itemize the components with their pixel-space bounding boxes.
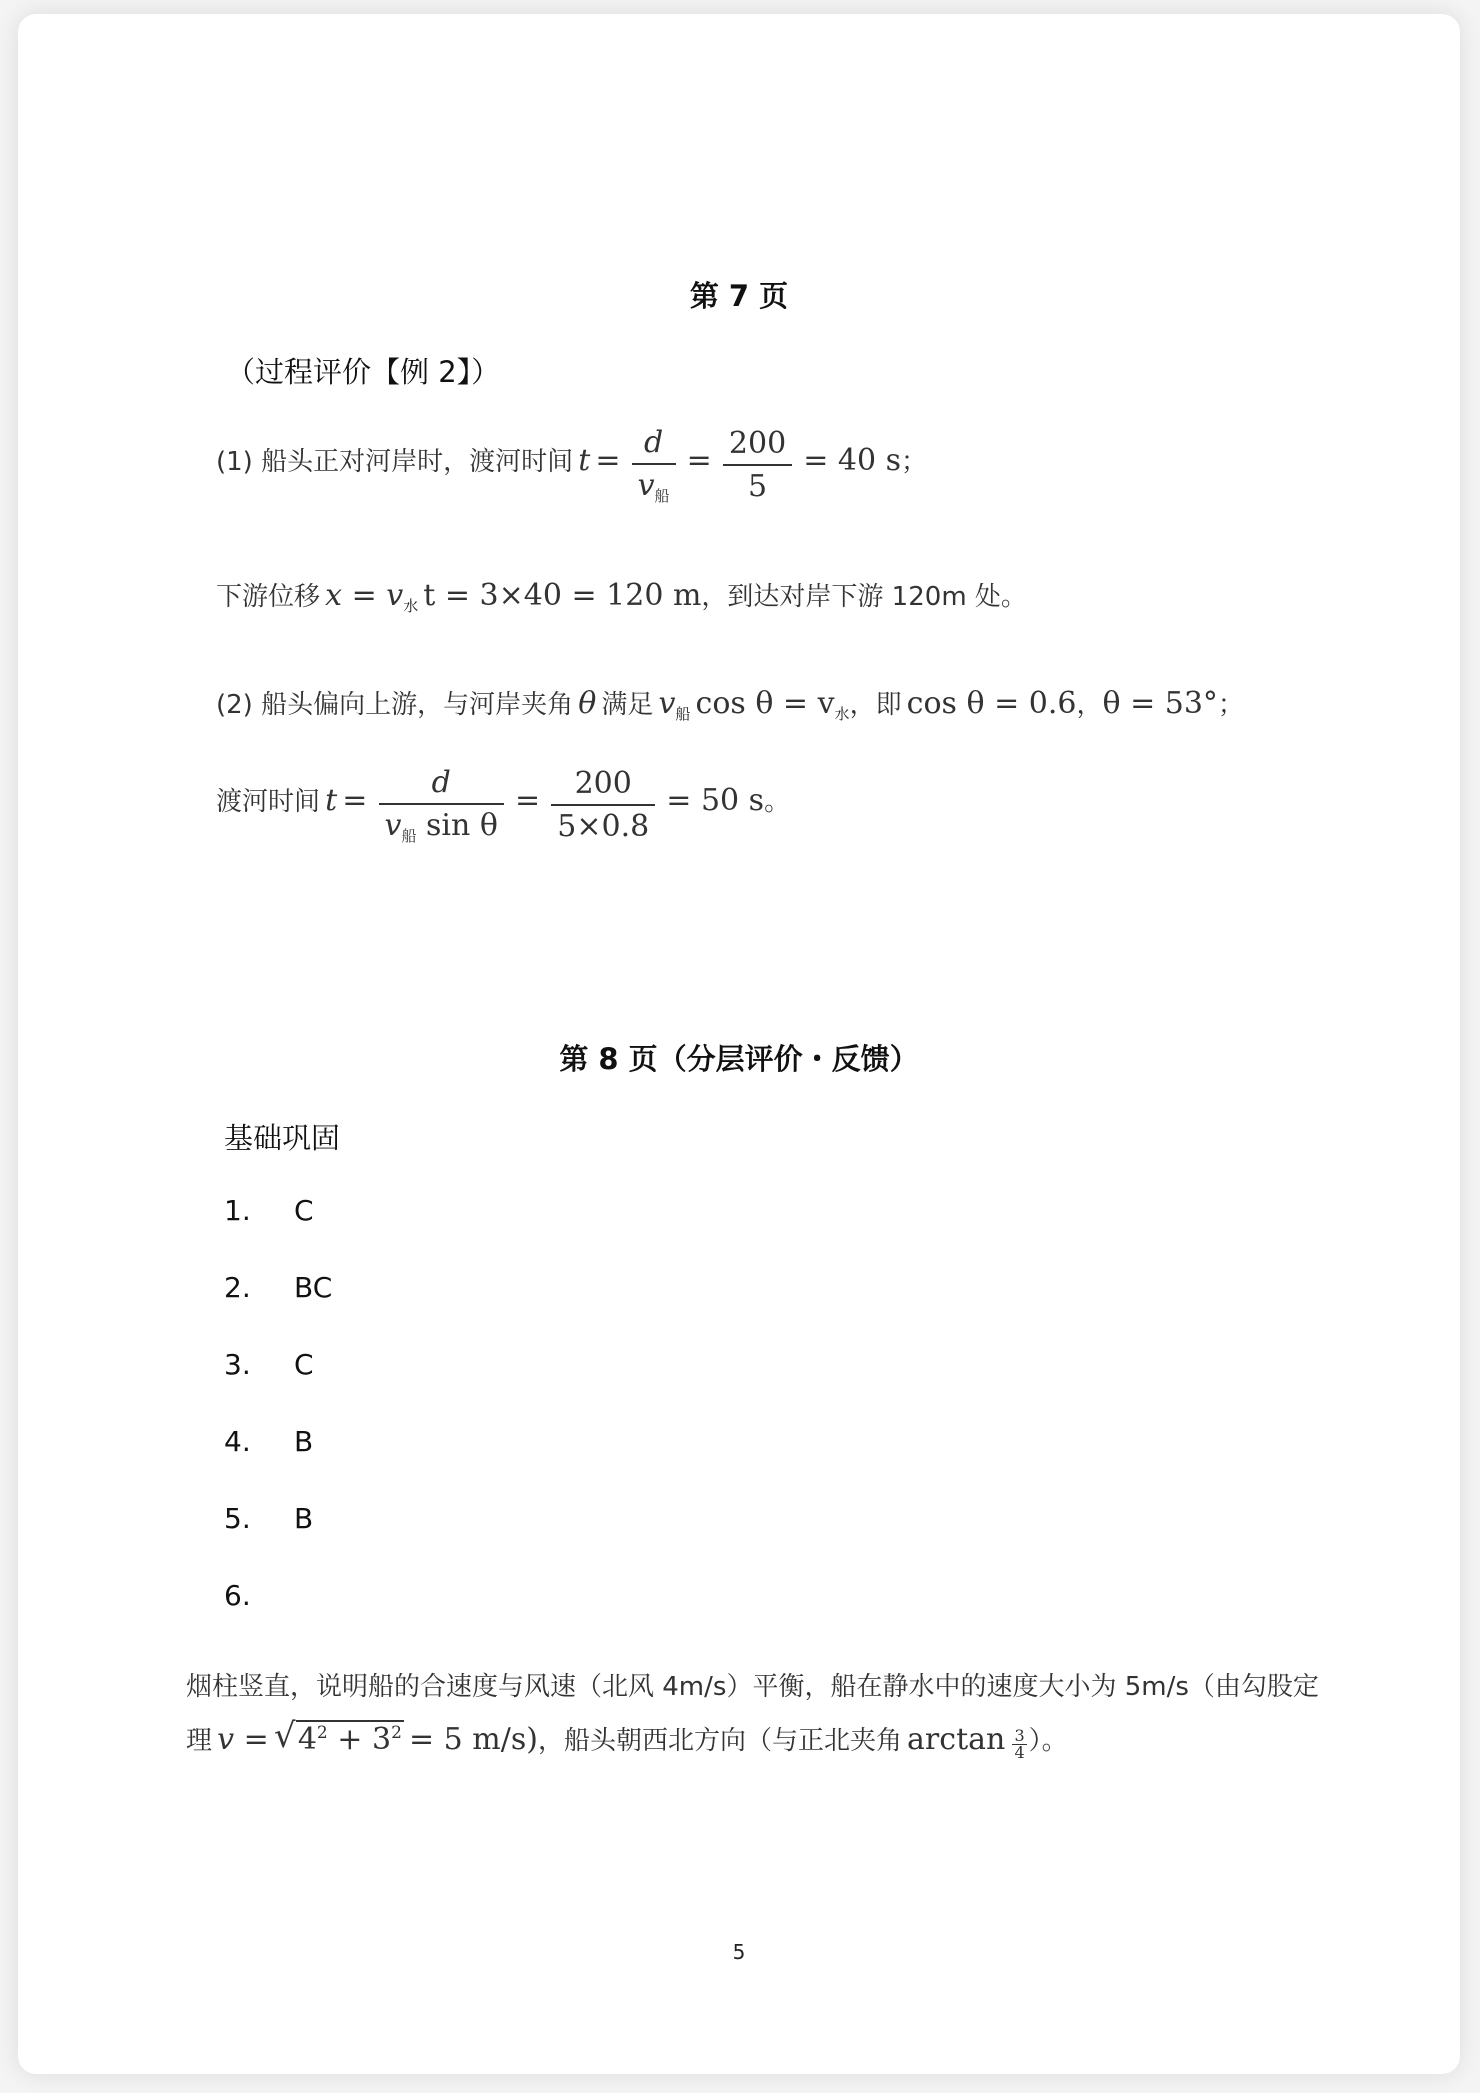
answer-value: B (294, 1502, 314, 1535)
explain-prefix: 理 (186, 1726, 213, 1756)
para-3-cos2: cos θ = 0.6 (906, 686, 1077, 721)
answer-item-6 (224, 1579, 294, 1612)
para-3-prefix: (2) 船头偏向上游，与河岸夹角 (216, 690, 574, 720)
explain-arctan: arctan (907, 1722, 1006, 1757)
explain-sqrt-exp2: 2 (391, 1723, 402, 1743)
para-4-t: t (325, 782, 338, 818)
para-3-v1-sub: 船 (675, 705, 691, 723)
para-3-theta: θ (578, 686, 597, 721)
para-4-suffix: 。 (764, 786, 791, 817)
para-1-eq: = (595, 442, 621, 478)
para-1-frac2-num: 200 (723, 427, 792, 466)
para-3-v2-sub: 水 (834, 705, 850, 723)
para-2-sub: 水 (403, 597, 419, 615)
explanation-line-2 (186, 1716, 1068, 1762)
answer-number: 3. (224, 1348, 251, 1381)
para-3 (216, 684, 1244, 724)
para-3-mid2: ，即 (849, 690, 902, 720)
para-3-v1: v (658, 686, 676, 721)
para-1-t: t (578, 442, 591, 478)
para-4-frac1-den-v: v (384, 808, 402, 843)
para-4-fraction-2 (551, 767, 655, 843)
para-3-mid: 满足 (601, 690, 654, 720)
page7-heading: 第 7 页 (689, 279, 789, 313)
para-3-theta-val: θ = 53° (1102, 686, 1218, 721)
answer-item-2 (224, 1271, 332, 1304)
answer-value: B (294, 1425, 314, 1458)
answer-item-5 (224, 1502, 313, 1535)
para-3-cos: cos θ = v (695, 686, 835, 721)
answer-value: C (294, 1194, 314, 1227)
explain-sqrt-exp1: 2 (316, 1723, 328, 1743)
para-2-math: x = v (325, 578, 404, 613)
para-4-eq: = (342, 782, 368, 818)
para-4-prefix: 渡河时间 (216, 786, 321, 817)
para-4-frac1-num: d (379, 766, 504, 805)
page-number: 5 (732, 1940, 746, 1964)
para-1-fraction-2 (723, 427, 792, 503)
para-4-frac2-den: 5×0.8 (557, 809, 650, 845)
page8-heading: 第 8 页（分层评价・反馈） (559, 1042, 919, 1076)
answer-value: BC (294, 1271, 333, 1304)
answer-number: 5. (224, 1502, 251, 1535)
section-title: 基础巩固 (224, 1121, 341, 1155)
explain-frac-den: 4 (1014, 1743, 1025, 1762)
para-4 (216, 766, 790, 845)
para-4-eq2: = (515, 782, 541, 818)
para-1-fraction-1 (632, 426, 676, 505)
para-1-frac1-num: d (632, 426, 676, 465)
para-1-frac1-den: v (637, 468, 655, 503)
answer-item-1 (224, 1194, 314, 1227)
answer-number: 2. (224, 1271, 251, 1304)
para-4-fraction-1 (379, 766, 504, 845)
explain-sqrt (273, 1716, 404, 1757)
para-1-result: = 40 s (803, 442, 902, 478)
explain-frac-num: 3 (1014, 1726, 1025, 1745)
para-3-comma: ， (1076, 690, 1103, 720)
para-1-suffix: ； (901, 446, 928, 477)
sqrt-symbol: √ (273, 1716, 296, 1756)
para-4-result: = 50 s (666, 782, 765, 818)
para-4-frac2-num: 200 (551, 767, 655, 806)
para-1-prefix: (1) 船头正对河岸时，渡河时间 (216, 446, 574, 477)
para-1-frac2-den: 5 (747, 469, 768, 505)
para-1 (216, 426, 927, 505)
para-3-suffix: ； (1217, 690, 1244, 720)
explain-sqrt-a: 4 (297, 1722, 317, 1757)
explain-v: v = (217, 1722, 269, 1757)
para-1-eq2: = (686, 442, 712, 478)
explain-end: ）。 (1028, 1726, 1068, 1756)
para-2-suffix: ，到达对岸下游 120m 处。 (701, 582, 1027, 612)
explanation-line-1: 烟柱竖直，说明船的合速度与风速（北风 4m/s）平衡，船在静水中的速度大小为 5m/s（由勾股定 (186, 1672, 1319, 1702)
para-4-frac1-den-rest: sin θ (426, 808, 498, 843)
explain-fraction (1012, 1728, 1026, 1761)
answer-number: 1. (224, 1194, 251, 1227)
answer-number: 4. (224, 1425, 251, 1458)
document-page (18, 14, 1460, 2074)
para-4-frac1-den-sub: 船 (401, 827, 417, 845)
answer-item-3 (224, 1348, 314, 1381)
para-2 (216, 576, 1027, 616)
answer-value: C (294, 1348, 314, 1381)
para-1-frac1-den-sub: 船 (654, 487, 670, 505)
explain-mid: ，船头朝西北方向（与正北夹角 (537, 1726, 902, 1756)
page7-subheading: （过程评价【例 2】） (226, 355, 501, 389)
answer-item-4 (224, 1425, 313, 1458)
explain-sqrt-plus: + 3 (337, 1722, 392, 1757)
answer-number: 6. (224, 1579, 251, 1612)
explain-after-sqrt: = 5 m/s) (408, 1722, 538, 1757)
para-2-prefix: 下游位移 (216, 582, 321, 612)
para-2-math2: t = 3×40 = 120 m (423, 578, 702, 613)
